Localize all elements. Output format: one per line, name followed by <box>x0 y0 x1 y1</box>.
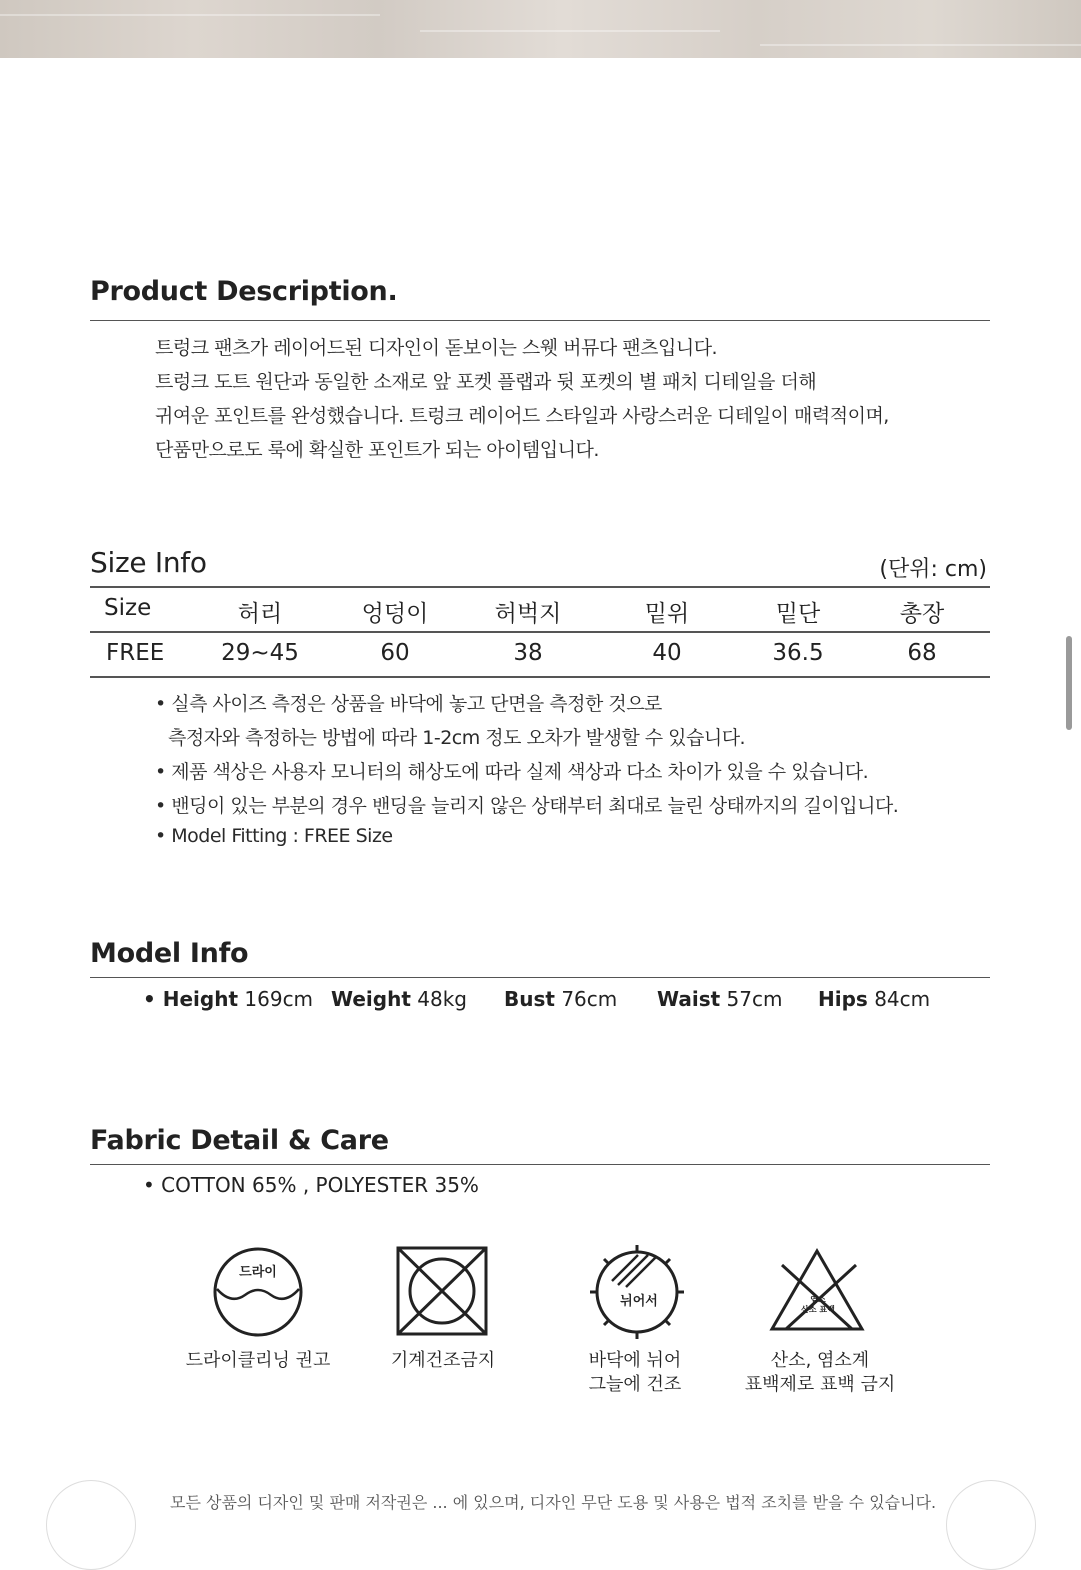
model-height <box>143 987 313 1011</box>
model-label: Weight <box>331 987 411 1011</box>
care-label <box>183 1349 333 1373</box>
header-cell: 총장 <box>899 601 945 627</box>
model-waist <box>657 987 782 1011</box>
footer-copyright-text: 모든 상품의 디자인 및 판매 저작권은 ... 에 있으며, 디자인 무단 도용 및 사용은 법적 조치를 받을 수 있습니다. <box>170 1493 937 1512</box>
table-top-rule <box>90 586 990 588</box>
size-note: • 실측 사이즈 측정은 상품을 바닥에 놓고 단면을 측정한 것으로 <box>155 693 662 715</box>
model-bust <box>504 987 617 1011</box>
model-value: 48kg <box>417 987 467 1011</box>
no-tumble-dry-icon <box>393 1243 491 1339</box>
dry-clean-icon <box>211 1245 305 1339</box>
care-label-line: 표백제로 표백 금지 <box>744 1374 896 1395</box>
table-cell: 40 <box>652 640 682 666</box>
dry-flat-shade-icon <box>586 1243 688 1341</box>
care-label <box>735 1349 905 1397</box>
no-bleach-icon <box>768 1245 866 1333</box>
top-photo-strip <box>0 0 1081 58</box>
model-weight <box>331 987 467 1011</box>
header-cell: Size <box>104 595 152 621</box>
header-cell: 허벅지 <box>494 601 562 627</box>
care-label-line: 그늘에 건조 <box>588 1374 682 1395</box>
size-info-title: Size Info <box>90 546 207 579</box>
model-hips <box>818 987 930 1011</box>
model-label: Hips <box>818 987 868 1011</box>
table-cell: 60 <box>380 640 410 666</box>
divider <box>90 1164 990 1165</box>
care-label-line: 드라이클리닝 권고 <box>185 1350 331 1371</box>
prev-arrow-button[interactable] <box>46 1480 136 1570</box>
dry-clean-icon-text: 드라이 <box>239 1265 277 1280</box>
scrollbar-thumb[interactable] <box>1066 636 1072 730</box>
product-description-title: Product Description. <box>90 276 398 307</box>
description-line: 트렁크 도트 원단과 동일한 소재로 앞 포켓 플랩과 뒷 포켓의 별 패치 디테일을 더해 <box>155 371 817 393</box>
header-cell: 허리 <box>237 601 283 627</box>
model-value: 57cm <box>726 987 783 1011</box>
fabric-composition: • COTTON 65% , POLYESTER 35% <box>143 1173 479 1197</box>
care-label <box>368 1349 518 1373</box>
care-label-line: 산소, 염소계 <box>770 1350 870 1371</box>
dry-flat-icon-text: 뉘어서 <box>620 1294 658 1309</box>
model-label: • Height <box>143 987 239 1011</box>
table-mid-rule <box>90 631 990 633</box>
description-line: 트렁크 팬츠가 레이어드된 디자인이 돋보이는 스웻 버뮤다 팬츠입니다. <box>155 337 718 359</box>
no-bleach-icon-text: 염소 산소 표백 <box>801 1295 835 1314</box>
model-info-title: Model Info <box>90 938 249 969</box>
table-cell: 36.5 <box>772 640 824 666</box>
size-note: • 밴딩이 있는 부분의 경우 밴딩을 늘리지 않은 상태부터 최대로 늘린 상태까지의 길이입니다. <box>155 795 899 817</box>
model-label: Waist <box>657 987 721 1011</box>
care-label-line: 바닥에 뉘어 <box>588 1350 682 1371</box>
unit-label: (단위: cm) <box>879 557 987 582</box>
header-cell: 엉덩이 <box>361 601 429 627</box>
header-cell: 밑단 <box>775 601 821 627</box>
model-value: 169cm <box>244 987 314 1011</box>
care-label-line: 기계건조금지 <box>390 1350 496 1371</box>
size-note: 측정자와 측정하는 방법에 따라 1-2cm 정도 오차가 발생할 수 있습니다. <box>168 727 746 749</box>
care-label <box>560 1349 710 1397</box>
table-bottom-rule <box>90 676 990 678</box>
table-cell: FREE <box>106 640 165 666</box>
size-table-header <box>90 589 990 629</box>
model-label: Bust <box>504 987 555 1011</box>
table-cell: 68 <box>907 640 937 666</box>
model-value: 76cm <box>561 987 618 1011</box>
next-arrow-button[interactable] <box>946 1480 1036 1570</box>
description-line: 단품만으로도 룩에 확실한 포인트가 되는 아이템입니다. <box>155 439 599 461</box>
size-note: • 제품 색상은 사용자 모니터의 해상도에 따라 실제 색상과 다소 차이가 있을 수 있습니다. <box>155 761 869 783</box>
fabric-care-title: Fabric Detail & Care <box>90 1125 389 1156</box>
divider <box>90 320 990 321</box>
description-line: 귀여운 포인트를 완성했습니다. 트렁크 레이어드 스타일과 사랑스러운 디테일이 매력적이며, <box>155 405 889 427</box>
size-note: • Model Fitting : FREE Size <box>155 825 393 847</box>
header-cell: 밑위 <box>644 601 690 627</box>
table-cell: 29~45 <box>221 640 299 666</box>
table-cell: 38 <box>513 640 543 666</box>
divider <box>90 977 990 978</box>
model-value: 84cm <box>874 987 931 1011</box>
table-row <box>90 634 990 674</box>
